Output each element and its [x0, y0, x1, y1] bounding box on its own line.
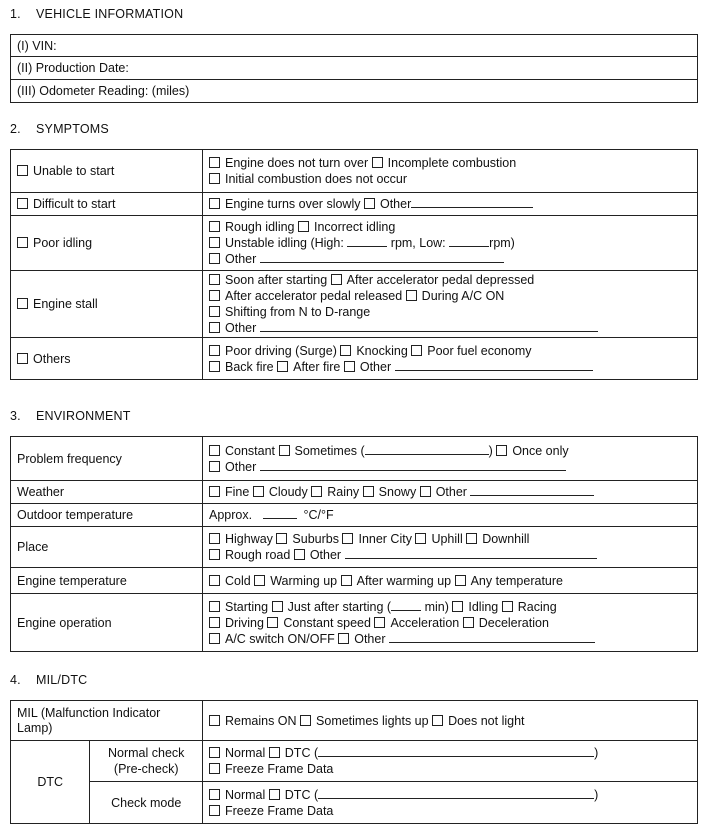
others-options: Poor driving (Surge) Knocking Poor fuel economy Back fire After fire Other — [203, 338, 698, 380]
checkbox[interactable] — [502, 601, 513, 612]
checkbox[interactable] — [364, 198, 375, 209]
problem-frequency-label: Problem frequency — [11, 437, 203, 481]
outdoor-options: Approx. °C/°F — [203, 504, 698, 527]
checkbox[interactable] — [374, 617, 385, 628]
unable-options: Engine does not turn over Incomplete combustion Initial combustion does not occur — [203, 150, 698, 193]
checkbox[interactable] — [209, 805, 220, 816]
checkbox[interactable] — [209, 221, 220, 232]
checkbox[interactable] — [17, 298, 28, 309]
section-symptoms-title: 2. SYMPTOMS — [10, 122, 109, 136]
idling-options: Rough idling Incorrect idling Unstable idling (High: rpm, Low: rpm) Other — [203, 216, 698, 271]
checkbox[interactable] — [341, 575, 352, 586]
checkbox[interactable] — [311, 486, 322, 497]
operation-options: Starting Just after starting ( min) Idling Racing Driving Constant speed Acceleration Deceleration A/C switch ON/OFF Other — [203, 594, 698, 652]
blank-line[interactable] — [260, 320, 598, 332]
weather-options: Fine Cloudy Rainy Snowy Other — [203, 481, 698, 504]
checkbox[interactable] — [209, 173, 220, 184]
checkbox[interactable] — [269, 747, 280, 758]
checkbox[interactable] — [209, 253, 220, 264]
weather-label: Weather — [11, 481, 203, 504]
checkbox[interactable] — [432, 715, 443, 726]
check-mode-label: Check mode — [90, 782, 203, 824]
checkbox[interactable] — [277, 361, 288, 372]
checkbox[interactable] — [363, 486, 374, 497]
blank-line[interactable] — [365, 443, 489, 455]
checkbox[interactable] — [344, 361, 355, 372]
vehicle-info-table — [10, 34, 698, 103]
checkbox[interactable] — [276, 533, 287, 544]
checkbox[interactable] — [411, 345, 422, 356]
normal-check-options: Normal DTC ( ) Freeze Frame Data — [203, 741, 698, 782]
checkbox[interactable] — [209, 486, 220, 497]
blank-line[interactable] — [391, 599, 421, 611]
checkbox[interactable] — [209, 345, 220, 356]
checkbox[interactable] — [209, 789, 220, 800]
checkbox[interactable] — [342, 533, 353, 544]
blank-line[interactable] — [389, 631, 595, 643]
checkbox[interactable] — [209, 157, 220, 168]
mil-options: Remains ON Sometimes lights up Does not light — [203, 701, 698, 741]
unable-to-start-row: Unable to start — [11, 150, 203, 193]
checkbox[interactable] — [340, 345, 351, 356]
section-vehicle-title: 1. VEHICLE INFORMATION — [10, 7, 184, 21]
checkbox[interactable] — [253, 486, 264, 497]
dtc-label: DTC — [11, 741, 90, 824]
checkbox[interactable] — [279, 445, 290, 456]
normal-check-label: Normal check (Pre-check) — [90, 741, 203, 782]
checkbox[interactable] — [209, 601, 220, 612]
checkbox[interactable] — [209, 549, 220, 560]
checkbox[interactable] — [17, 198, 28, 209]
checkbox[interactable] — [209, 617, 220, 628]
checkbox[interactable] — [372, 157, 383, 168]
difficult-options: Engine turns over slowly Other — [203, 193, 698, 216]
checkbox[interactable] — [209, 533, 220, 544]
engine-temp-options: Cold Warming up After warming up Any temperature — [203, 568, 698, 594]
checkbox[interactable] — [209, 322, 220, 333]
production-date-field[interactable]: (II) Production Date: — [11, 57, 698, 80]
checkbox[interactable] — [209, 198, 220, 209]
blank-line[interactable] — [411, 196, 533, 208]
outdoor-temperature-label: Outdoor temperature — [11, 504, 203, 527]
blank-line[interactable] — [318, 745, 594, 757]
checkbox[interactable] — [209, 237, 220, 248]
engine-operation-label: Engine operation — [11, 594, 203, 652]
blank-line[interactable] — [260, 251, 504, 263]
blank-line[interactable] — [449, 235, 489, 247]
checkbox[interactable] — [209, 715, 220, 726]
checkbox[interactable] — [17, 353, 28, 364]
frequency-options: Constant Sometimes ( ) Once only Other — [203, 437, 698, 481]
blank-line[interactable] — [318, 787, 594, 799]
checkbox[interactable] — [267, 617, 278, 628]
checkbox[interactable] — [452, 601, 463, 612]
checkbox[interactable] — [463, 617, 474, 628]
checkbox[interactable] — [331, 274, 342, 285]
checkbox[interactable] — [209, 361, 220, 372]
checkbox[interactable] — [209, 290, 220, 301]
poor-idling-row: Poor idling — [11, 216, 203, 271]
checkbox[interactable] — [294, 549, 305, 560]
environment-table — [10, 436, 698, 652]
blank-line[interactable] — [347, 235, 387, 247]
checkbox[interactable] — [496, 445, 507, 456]
checkbox[interactable] — [17, 165, 28, 176]
section-mil-title: 4. MIL/DTC — [10, 673, 88, 687]
checkbox[interactable] — [209, 763, 220, 774]
place-label: Place — [11, 527, 203, 568]
checkbox[interactable] — [209, 306, 220, 317]
blank-line[interactable] — [263, 507, 297, 519]
difficult-to-start-row: Difficult to start — [11, 193, 203, 216]
checkbox[interactable] — [209, 461, 220, 472]
stall-options: Soon after starting After accelerator pedal depressed After accelerator pedal released During A/C ON Shifting from N to D-range Other — [203, 271, 698, 338]
section-environment-title: 3. ENVIRONMENT — [10, 409, 131, 423]
place-options: Highway Suburbs Inner City Uphill Downhill Rough road Other — [203, 527, 698, 568]
mil-label: MIL (Malfunction Indicator Lamp) — [11, 701, 203, 741]
checkbox[interactable] — [209, 633, 220, 644]
checkbox[interactable] — [406, 290, 417, 301]
checkbox[interactable] — [415, 533, 426, 544]
symptoms-table — [10, 149, 698, 380]
checkbox[interactable] — [300, 715, 311, 726]
vin-field[interactable]: (I) VIN: — [11, 35, 698, 57]
checkbox[interactable] — [254, 575, 265, 586]
others-row: Others — [11, 338, 203, 380]
blank-line[interactable] — [395, 359, 593, 371]
mil-dtc-table — [10, 700, 698, 824]
checkbox[interactable] — [466, 533, 477, 544]
checkbox[interactable] — [455, 575, 466, 586]
checkbox[interactable] — [272, 601, 283, 612]
blank-line[interactable] — [470, 484, 594, 496]
checkbox[interactable] — [338, 633, 349, 644]
checkbox[interactable] — [209, 274, 220, 285]
checkbox[interactable] — [209, 575, 220, 586]
checkbox[interactable] — [420, 486, 431, 497]
checkbox[interactable] — [298, 221, 309, 232]
checkbox[interactable] — [209, 747, 220, 758]
check-mode-options: Normal DTC ( ) Freeze Frame Data — [203, 782, 698, 824]
odometer-field[interactable]: (III) Odometer Reading: (miles) — [11, 80, 698, 103]
engine-stall-row: Engine stall — [11, 271, 203, 338]
blank-line[interactable] — [260, 459, 566, 471]
blank-line[interactable] — [345, 547, 597, 559]
engine-temperature-label: Engine temperature — [11, 568, 203, 594]
checkbox[interactable] — [209, 445, 220, 456]
checkbox[interactable] — [269, 789, 280, 800]
checkbox[interactable] — [17, 237, 28, 248]
